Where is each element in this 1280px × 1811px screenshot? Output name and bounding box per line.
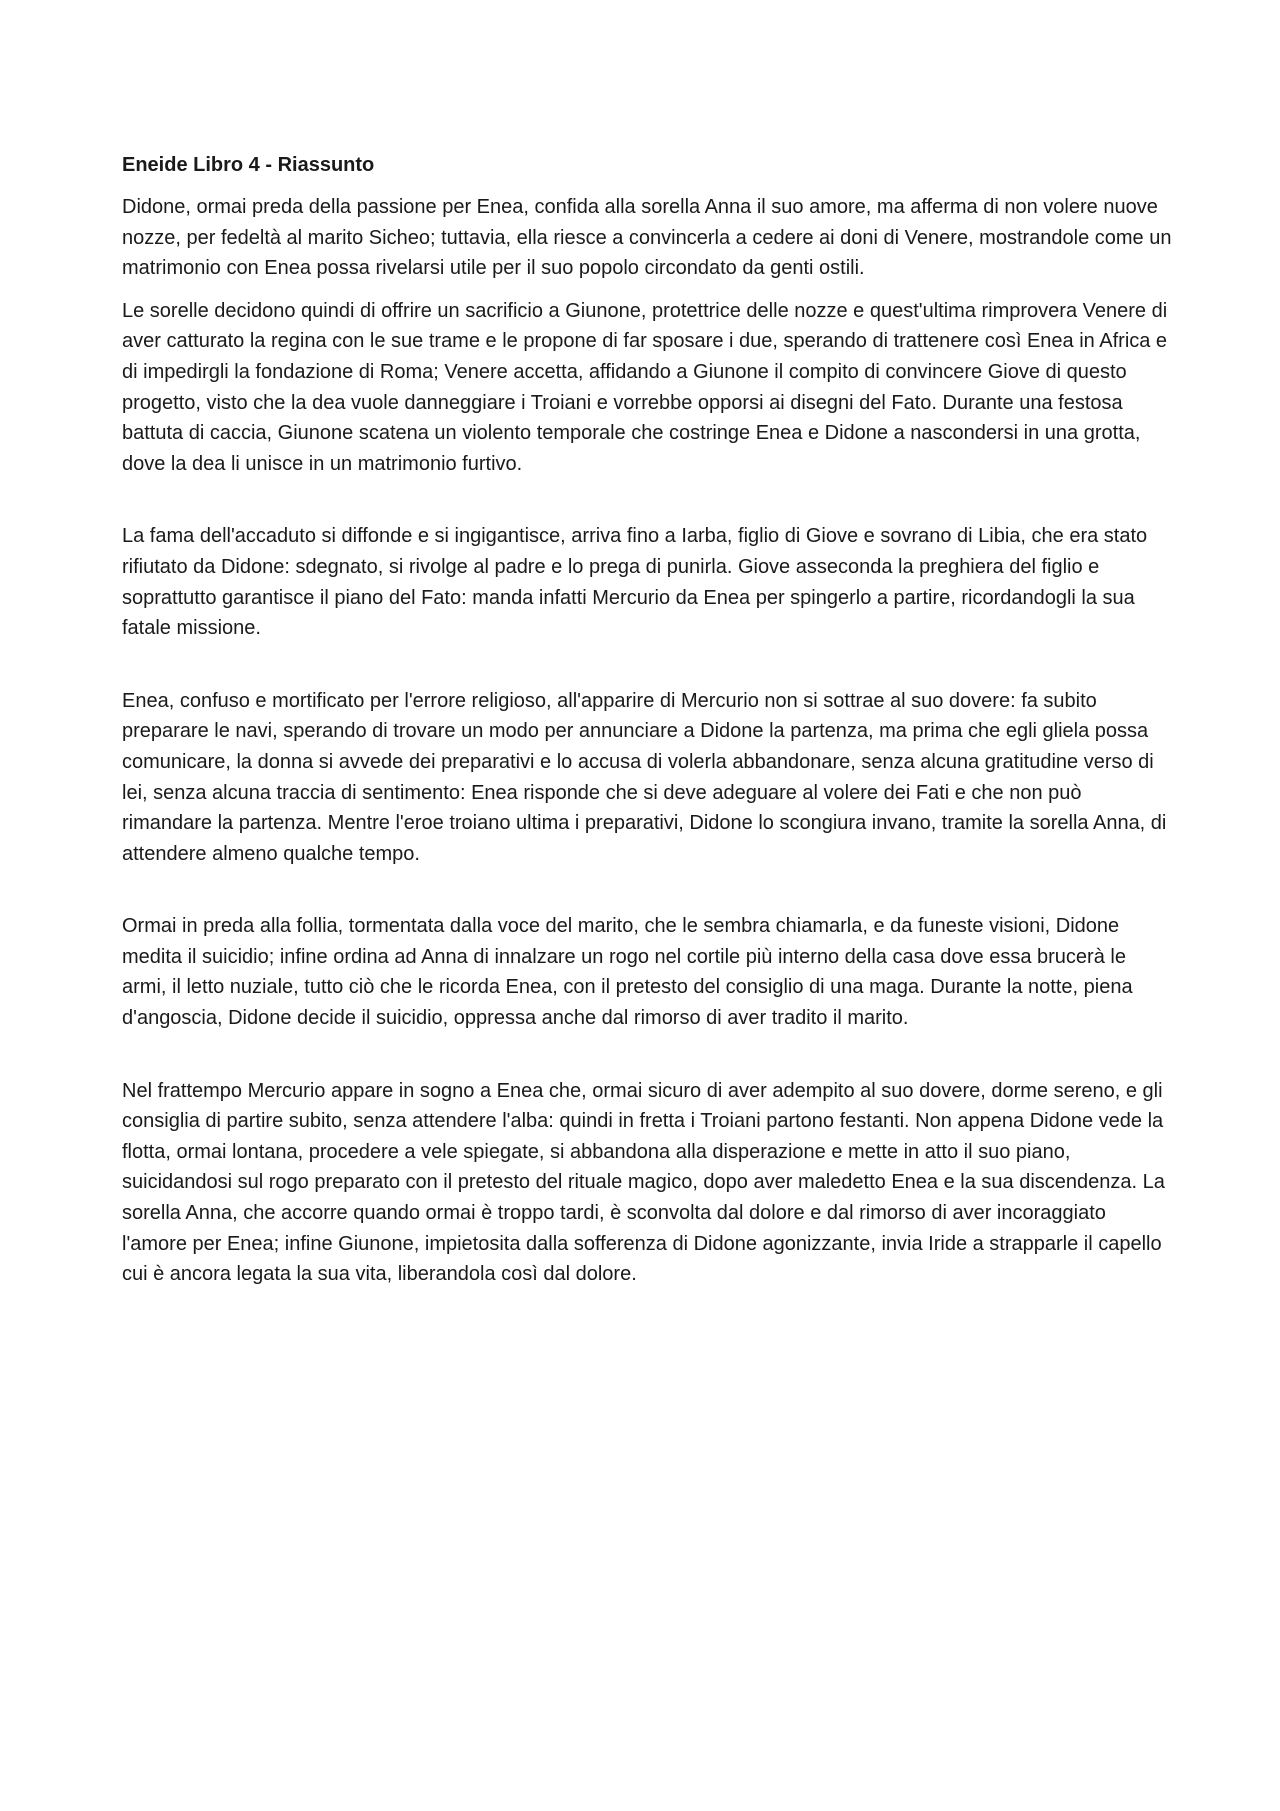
paragraph-6: Nel frattempo Mercurio appare in sogno a Enea che, ormai sicuro di aver adempito al suo dovere, dorme sereno, e gli consiglia di partire subito, senza attendere l'alba: quindi in fretta i Troiani partono festanti. Non appena Didone vede la flotta, ormai lontana, procedere a vele spiegate, si abbandona alla disperazione e mette in atto il suo piano, suicidandosi sul rogo preparato con il pretesto del rituale magico, dopo aver maledetto Enea e la sua discendenza. La sorella Anna, che accorre quando ormai è troppo tardi, è sconvolta dal dolore e dal rimorso di aver incoraggiato l'amore per Enea; infine Giunone, impietosita dalla sofferenza di Didone agonizzante, invia Iride a strapparle il capello cui è ancora legata la sua vita, liberandola così dal dolore. <box>122 1079 1165 1286</box>
paragraph-4: Enea, confuso e mortificato per l'errore religioso, all'apparire di Mercurio non si sottrae al suo dovere: fa subito preparare le navi, sperando di trovare un modo per annunciare a Didone la partenza, ma prima che egli gliela possa comunicare, la donna si avvede dei preparativi e lo accusa di volerla abbandonare, senza alcuna gratitudine verso di lei, senza alcuna traccia di sentimento: Enea risponde che si deve adeguare al volere dei Fati e che non può rimandare la partenza. Mentre l'eroe troiano ultima i preparativi, Didone lo scongiura invano, tramite la sorella Anna, di attendere almeno qualche tempo. <box>122 689 1167 865</box>
paragraph-1: Didone, ormai preda della passione per Enea, confida alla sorella Anna il suo amore, ma afferma di non volere nuove nozze, per fedeltà al marito Sicheo; tuttavia, ella riesce a convincerla a cedere ai doni di Venere, mostrandole come un matrimonio con Enea possa rivelarsi utile per il suo popolo circondato da genti ostili. <box>122 196 1172 280</box>
document-page <box>122 150 1172 1302</box>
paragraph-2: Le sorelle decidono quindi di offrire un sacrificio a Giunone, protettrice delle nozze e quest'ultima rimprovera Venere di aver catturato la regina con le sue trame e le propone di far sposare i due, sperando di trattenere così Enea in Africa e di impedirgli la fondazione di Roma; Venere accetta, affidando a Giunone il compito di convincere Giove di questo progetto, visto che la dea vuole danneggiare i Troiani e vorrebbe opporsi ai disegni del Fato. Durante una festosa battuta di caccia, Giunone scatena un violento temporale che costringe Enea e Didone a nascondersi in una grotta, dove la dea li unisce in un matrimonio furtivo. <box>122 299 1168 475</box>
paragraph-5: Ormai in preda alla follia, tormentata dalla voce del marito, che le sembra chiamarla, e da funeste visioni, Didone medita il suicidio; infine ordina ad Anna di innalzare un rogo nel cortile più interno della casa dove essa brucerà le armi, il letto nuziale, tutto ciò che le ricorda Enea, con il pretesto del consiglio di una maga. Durante la notte, piena d'angoscia, Didone decide il suicidio, oppressa anche dal rimorso di aver tradito il marito. <box>122 915 1133 1030</box>
paragraph-3: La fama dell'accaduto si diffonde e si ingigantisce, arriva fino a Iarba, figlio di Giove e sovrano di Libia, che era stato rifiutato da Didone: sdegnato, si rivolge al padre e lo prega di punirla. Giove asseconda la preghiera del figlio e soprattutto garantisce il piano del Fato: manda infatti Mercurio da Enea per spingerlo a partire, ricordandogli la sua fatale missione. <box>122 525 1148 640</box>
document-title: Eneide Libro 4 - Riassunto <box>122 154 375 176</box>
